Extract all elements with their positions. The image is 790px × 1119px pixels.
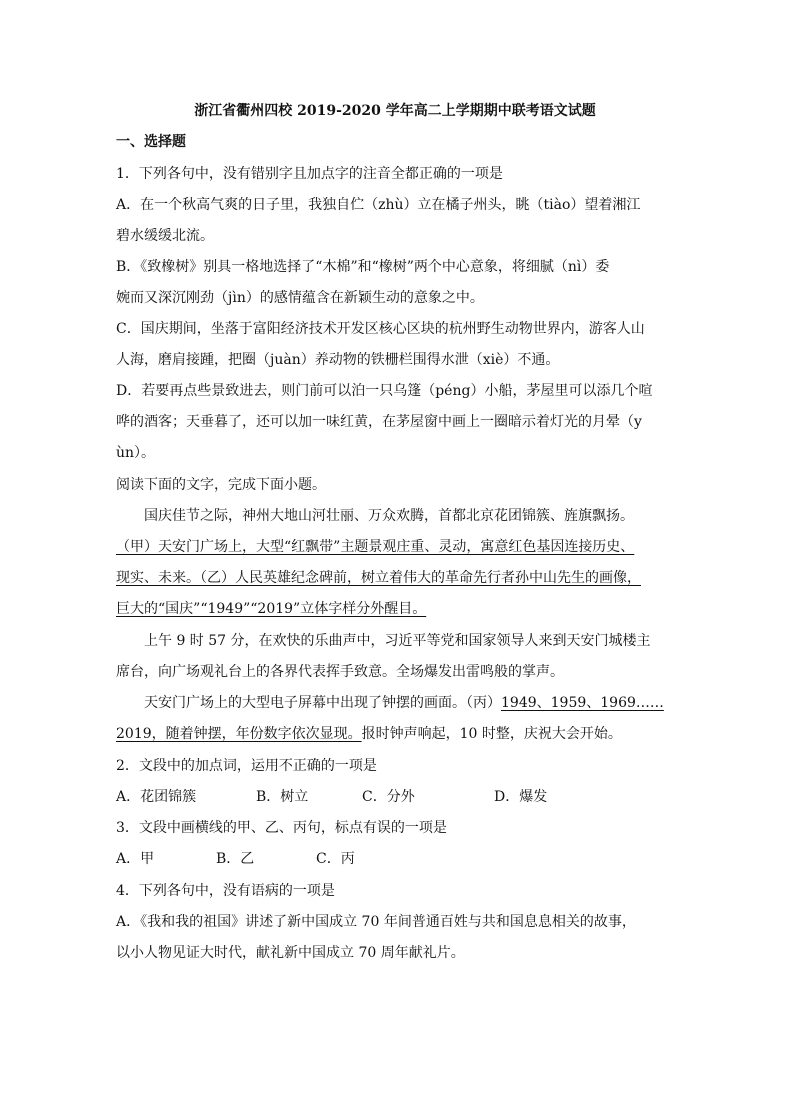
passage-sentence-jia: （甲）天安门广场上，大型“红飘带”主题景观庄重、灵动，寓意红色基因连接历史、	[116, 539, 635, 555]
question-1-option-d-line-2: 哗的酒客；天垂暮了，还可以加一味红黄，在茅屋窗中画上一圈暗示着灯光的月晕（y	[116, 414, 642, 430]
question-1-stem: 1．下列各句中，没有错别字且加点字的注音全都正确的一项是	[116, 166, 503, 182]
question-1-option-a-line-1: A．在一个秋高气爽的日子里，我独自伫（zhù）立在橘子州头，眺（tiào）望着湘江	[116, 197, 641, 213]
passage-paragraph-3-line-2: 席台，向广场观礼台上的各界代表挥手致意。全场爆发出雷鸣般的掌声。	[116, 664, 564, 680]
question-3-options	[116, 848, 355, 870]
question-4-option-a-line-2: 以小人物见证大时代，献礼新中国成立 70 周年献礼片。	[116, 945, 465, 961]
question-3-stem: 3．文段中画横线的甲、乙、丙句，标点有误的一项是	[116, 820, 447, 836]
question-2-option-d: D．爆发	[494, 789, 548, 805]
question-2-option-a: A．花团锦簇	[116, 789, 197, 805]
passage-paragraph-3-line-1: 上午 9 时 57 分，在欢快的乐曲声中，习近平等党和国家领导人来到天安门城楼主	[144, 633, 651, 649]
question-3-option-c: C．丙	[316, 851, 355, 867]
question-1-option-c-line-2: 人海，磨肩接踵，把圈（juàn）养动物的铁栅栏围得水泄（xiè）不通。	[116, 352, 560, 368]
question-4-stem: 4．下列各句中，没有语病的一项是	[116, 883, 335, 899]
passage-paragraph-4-line-1	[144, 692, 664, 714]
section-heading: 一、选择题	[116, 134, 186, 150]
passage-paragraph-4-tail: 报时钟声响起，10 时整，庆祝大会开始。	[361, 726, 622, 742]
question-1-option-b-line-2: 婉而又深沉刚劲（jìn）的感情蕴含在新颖生动的意象之中。	[116, 290, 484, 306]
reading-intro: 阅读下面的文字，完成下面小题。	[116, 477, 326, 493]
passage-paragraph-4-line-2	[116, 723, 622, 745]
question-1-option-d-line-1: D．若要再点些景致进去，则门前可以泊一只乌篷（péng）小船，茅屋里可以添几个喧	[116, 383, 653, 399]
passage-sentence-bing-cont: 2019，随着钟摆，年份数字依次显现。	[116, 726, 362, 742]
question-2-option-c: C．分外	[362, 789, 415, 805]
question-1-option-a-line-2: 碧水缓缓北流。	[116, 228, 214, 244]
question-3-option-b: B．乙	[216, 851, 255, 867]
passage-paragraph-1: 国庆佳节之际，神州大地山河壮丽、万众欢腾，首都北京花团锦簇、旌旗飘扬。	[144, 508, 634, 524]
question-1-option-c-line-1: C．国庆期间，坐落于富阳经济技术开发区核心区块的杭州野生动物世界内，游客人山	[116, 321, 645, 337]
passage-sentence-bing: 1949、1959、1969……	[501, 695, 664, 711]
passage-paragraph-4-text: 天安门广场上的大型电子屏幕中出现了钟摆的画面。（丙）	[144, 695, 501, 711]
question-2-options	[116, 786, 547, 808]
passage-sentence-yi: 现实、未来。（乙）人民英雄纪念碑前，树立着伟大的革命先行者孙中山先生的画像，	[116, 570, 641, 586]
question-2-stem: 2．文段中的加点词，运用不正确的一项是	[116, 758, 377, 774]
question-1-option-d-line-3: ùn）。	[116, 445, 156, 461]
question-2-option-b: B．树立	[256, 789, 309, 805]
question-4-option-a-line-1: A．《我和我的祖国》讲述了新中国成立 70 年间普通百姓与共和国息息相关的故事，	[116, 914, 636, 930]
question-3-option-a: A．甲	[116, 851, 155, 867]
exam-title: 浙江省衢州四校 2019-2020 学年高二上学期期中联考语文试题	[194, 103, 596, 119]
passage-sentence-yi-cont: 巨大的“国庆”“1949”“2019”立体字样分外醒目。	[116, 601, 427, 617]
question-1-option-b-line-1: B．《致橡树》别具一格地选择了“木棉”和“橡树”两个中心意象，将细腻（nì）委	[116, 259, 610, 275]
